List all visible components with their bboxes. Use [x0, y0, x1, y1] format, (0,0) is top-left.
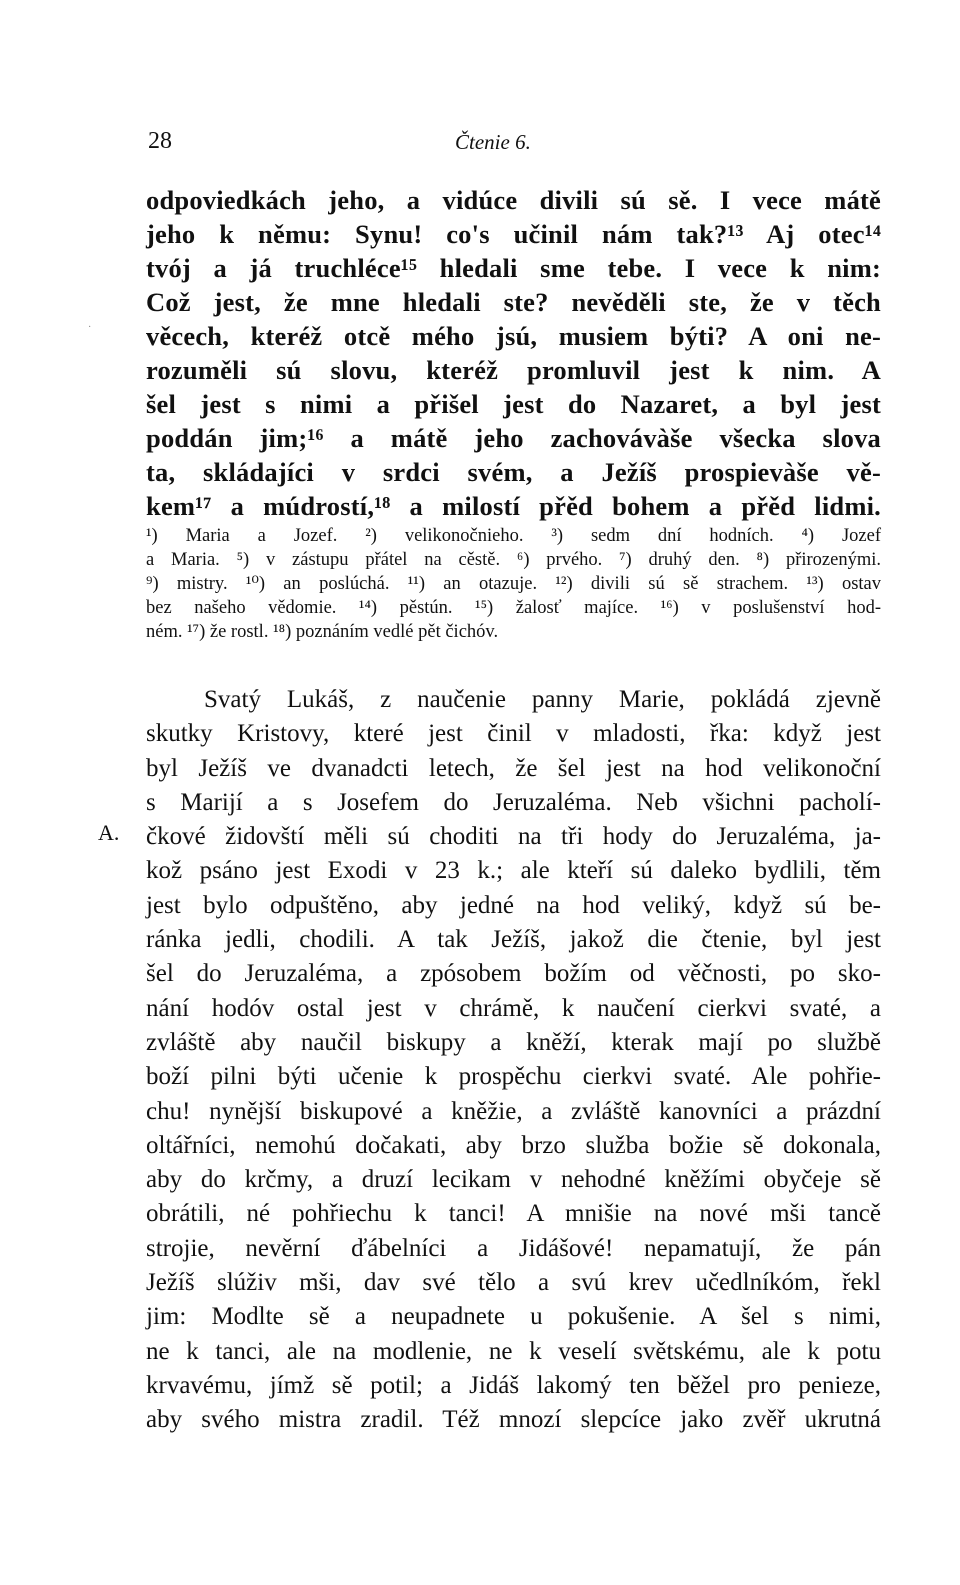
commentary-line: strojie, nevěrní ďábelníci a Jidášové! nepamatují, že pán — [146, 1234, 881, 1262]
gospel-line: ta, skládajíci v srdci svém, a Ježíš prospievàše vě- — [146, 457, 881, 487]
footnote-line: ⁹) mistry. ¹⁰) an poslúchá. ¹¹) an otazuje. ¹²) divili sú sě strachem. ¹³) ostav — [146, 574, 881, 594]
gospel-line: poddán jim;¹⁶ a mátě jeho zachovávàše všecka slova — [146, 423, 881, 453]
running-title: Čtenie 6. — [455, 130, 531, 154]
gospel-line: věcech, kteréž otcě mého jsú, musiem býti? A oni ne- — [146, 321, 881, 351]
commentary-text — [146, 683, 881, 1438]
commentary-line: šel do Jeruzaléma, a zpósobem božím od věčnosti, po sko- — [146, 960, 881, 988]
commentary-line: byl Ježíš ve dvanadcti letech, že šel jest na hod velikonoční — [146, 754, 881, 782]
gospel-line: rozuměli sú slovu, kteréž promluvil jest k nim. A — [146, 355, 881, 385]
page-header — [0, 128, 960, 158]
margin-letter: A. — [98, 820, 120, 845]
commentary-line: s Marijí a s Josefem do Jeruzaléma. Neb všichni pacholí- — [146, 788, 881, 816]
commentary-line: zvláště aby naučil biskupy a kněží, kterak mají po službě — [146, 1028, 881, 1056]
commentary-line: ne k tanci, ale na modlenie, ne k veselí světskému, ale k potu — [146, 1337, 881, 1365]
footnote-line: ném. ¹⁷) že rostl. ¹⁸) poznáním vedlé pět čichóv. — [146, 622, 499, 642]
margin-dot: · — [88, 322, 92, 333]
commentary-line: Ježíš slúživ mši, dav své tělo a svú krev učedlníkóm, řekl — [146, 1269, 881, 1297]
page-number: 28 — [148, 128, 172, 154]
commentary-line: obrátili, né pohřiechu k tanci! A mnišie na nové mši tancě — [146, 1200, 881, 1228]
commentary-line: chu! nynější biskupové a kněžie, a zvláště kanovníci a prázdní — [146, 1097, 881, 1125]
gospel-text — [146, 183, 881, 523]
commentary-line: skutky Kristovy, které jest činil v mladosti, řka: když jest — [146, 720, 881, 748]
commentary-line: jim: Modlte sě a neupadnete u pokušenie. A šel s nimi, — [146, 1303, 881, 1331]
gospel-line: odpoviedkách jeho, a vidúce divili sú sě. I vece mátě — [146, 185, 881, 215]
footnotes — [146, 524, 881, 644]
commentary-line: Svatý Lukáš, z naučenie panny Marie, pokládá zjevně — [204, 686, 881, 713]
gospel-line: tvój a já truchléce¹⁵ hledali sme tebe. I vece k nim: — [146, 253, 881, 283]
gospel-line: Což jest, že mne hledali ste? nevěděli ste, že v těch — [146, 287, 881, 317]
gospel-line: jeho k němu: Synu! co's učinil nám tak?¹³ Aj otec¹⁴ — [146, 219, 881, 249]
footnote-line: a Maria. ⁵) v zástupu přátel na cěstě. ⁶) prvého. ⁷) druhý den. ⁸) přirozenými. — [146, 550, 881, 570]
commentary-line: jest bylo odpuštěno, aby jedné na hod veliký, když sú be- — [146, 891, 881, 919]
gospel-line: šel jest s nimi a přišel jest do Nazaret, a byl jest — [146, 389, 881, 419]
gospel-line: kem¹⁷ a múdrostí,¹⁸ a milostí přěd bohem a přěd lidmi. — [146, 491, 881, 521]
commentary-line: krvavému, jímž sě potil; a Jidáš lakomý ten běžel pro penieze, — [146, 1371, 881, 1399]
footnote-line: ¹) Maria a Jozef. ²) velikonočnieho. ³) sedm dní hodních. ⁴) Jozef — [146, 526, 881, 546]
commentary-line: aby svého mistra zradil. Též mnozí slepcíce jako zvěř ukrutná — [146, 1406, 881, 1434]
footnote-line: bez našeho vědomie. ¹⁴) pěstún. ¹⁵) žalosť majíce. ¹⁶) v poslušenství hod- — [146, 598, 881, 618]
commentary-line: nání hodóv ostal jest v chrámě, k naučení cierkvi svaté, a — [146, 994, 881, 1022]
commentary-line: aby do krčmy, a druzí lecikam v nehodné kněžími obyčeje sě — [146, 1166, 881, 1194]
commentary-line: oltářníci, nemohú dočakati, aby brzo služba božie sě dokonala, — [146, 1131, 881, 1159]
commentary-line: ránka jedli, chodili. A tak Ježíš, jakož die čtenie, byl jest — [146, 926, 881, 954]
commentary-line: kož psáno jest Exodi v 23 k.; ale kteří sú daleko bydlili, těm — [146, 857, 881, 885]
commentary-line: čkové židovští měli sú choditi na tři hody do Jeruzaléma, ja- — [146, 823, 881, 851]
commentary-line: boží pilni býti učenie k prospěchu cierkvi svaté. Ale pohřie- — [146, 1063, 881, 1091]
